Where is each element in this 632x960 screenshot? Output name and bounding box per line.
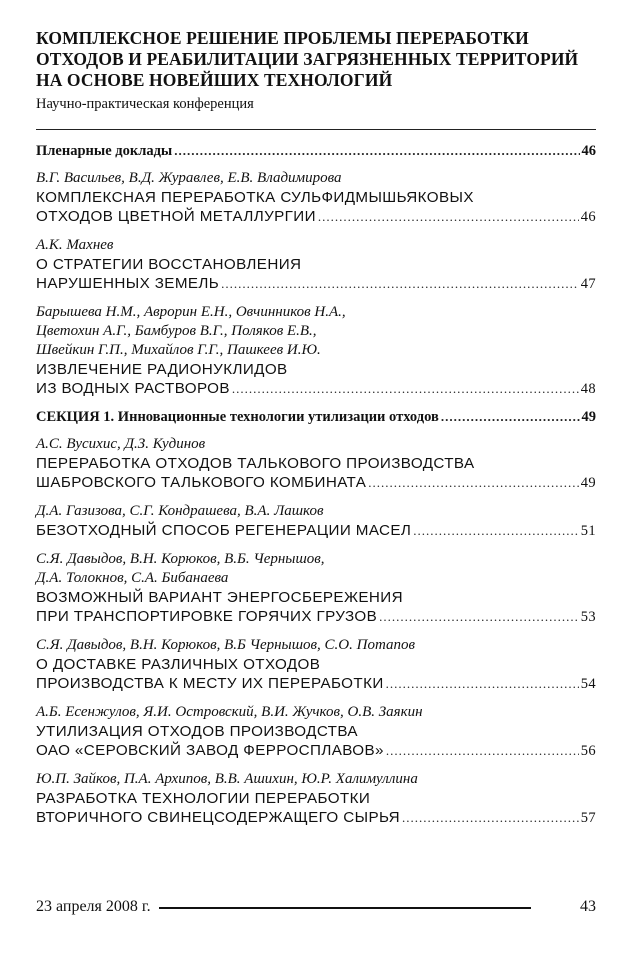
toc-entry-title-line: ОАО «СЕРОВСКИЙ ЗАВОД ФЕРРОСПЛАВОВ» [36,742,384,759]
toc-entry-title-last-line [36,521,596,541]
toc-page-number: 47 [580,276,596,292]
conference-title-line: НА ОСНОВЕ НОВЕЙШИХ ТЕХНОЛОГИЙ [36,70,393,90]
toc-section [36,142,596,160]
toc-entry-title-last-line [36,607,596,627]
toc-leader-dots [221,274,579,293]
toc-entry-authors: Ю.П. Зайков, П.А. Архипов, В.В. Ашихин, Ю.Р. Халимуллина [36,771,418,787]
toc-leader-dots [368,473,578,492]
header-divider [36,129,596,130]
toc-entry-authors: В.Г. Васильев, В.Д. Журавлев, Е.В. Владимирова [36,170,342,186]
toc-section [36,408,596,426]
toc-entry-title-line: ИЗ ВОДНЫХ РАСТВОРОВ [36,380,230,397]
table-of-contents [36,142,596,828]
page [36,28,596,837]
conference-subtitle: Научно-практическая конференция [36,96,254,112]
page-number: 43 [580,898,596,915]
footer-date: 23 апреля 2008 г. [36,898,151,915]
toc-entry[interactable] [36,303,596,399]
toc-entry[interactable] [36,236,596,294]
toc-entry[interactable] [36,550,596,627]
toc-entry-authors: С.Я. Давыдов, В.Н. Корюков, В.Б Чернышов, С.О. Потапов [36,637,415,653]
toc-entry-title-last-line [36,473,596,493]
toc-page-number: 53 [580,609,596,625]
toc-entry[interactable] [36,636,596,694]
toc-page-number: 51 [580,523,596,539]
page-footer [36,898,596,916]
toc-entry-title-last-line [36,379,596,399]
toc-entry-title-last-line [36,274,596,294]
toc-entry-title-line: ПЕРЕРАБОТКА ОТХОДОВ ТАЛЬКОВОГО ПРОИЗВОДСТВА [36,455,475,472]
toc-entry-title-last-line [36,674,596,694]
toc-page-number: 46 [580,209,596,225]
toc-entry-title-line: ПРОИЗВОДСТВА К МЕСТУ ИХ ПЕРЕРАБОТКИ [36,675,384,692]
toc-entry-title-line: О СТРАТЕГИИ ВОССТАНОВЛЕНИЯ [36,256,302,273]
conference-title [36,28,596,91]
toc-entry-title-line: О ДОСТАВКЕ РАЗЛИЧНЫХ ОТХОДОВ [36,656,321,673]
toc-entry[interactable] [36,435,596,493]
toc-page-number: 48 [580,381,596,397]
toc-page-number: 56 [580,743,596,759]
toc-leader-dots [318,207,579,226]
toc-leader-dots [386,741,579,760]
toc-entry-title-line: ВОЗМОЖНЫЙ ВАРИАНТ ЭНЕРГОСБЕРЕЖЕНИЯ [36,589,403,606]
toc-entry-title-last-line [36,207,596,227]
toc-entry-title-line: НАРУШЕННЫХ ЗЕМЕЛЬ [36,275,220,292]
toc-entry-authors: Швейкин Г.П., Михайлов Г.Г., Пашкеев И.Ю. [36,342,321,358]
toc-entry-title-line: КОМПЛЕКСНАЯ ПЕРЕРАБОТКА СУЛЬФИДМЫШЬЯКОВЫХ [36,189,474,206]
conference-title-line: КОМПЛЕКСНОЕ РЕШЕНИЕ ПРОБЛЕМЫ ПЕРЕРАБОТКИ [36,28,529,48]
toc-entry-authors: Барышева Н.М., Аврорин Е.Н., Овчинников Н.А., [36,304,346,320]
toc-entry-title-line: ОТХОДОВ ЦВЕТНОЙ МЕТАЛЛУРГИИ [36,208,316,225]
toc-entry-authors: А.К. Махнев [36,237,114,253]
footer-rule [159,907,531,909]
toc-leader-dots [232,379,579,398]
toc-entry-title-line: ШАБРОВСКОГО ТАЛЬКОВОГО КОМБИНАТА [36,474,367,491]
toc-page-number: 57 [580,810,596,826]
toc-page-number: 54 [580,676,596,692]
toc-leader-dots [386,674,579,693]
toc-entry-authors: Д.А. Газизова, С.Г. Кондрашева, В.А. Лашков [36,503,324,519]
toc-entry-title-line: ИЗВЛЕЧЕНИЕ РАДИОНУКЛИДОВ [36,361,288,378]
toc-section-heading[interactable] [36,408,596,426]
toc-page-number: 49 [581,409,596,425]
toc-entry-title-line: УТИЛИЗАЦИЯ ОТХОДОВ ПРОИЗВОДСТВА [36,723,358,740]
toc-leader-dots [379,607,579,626]
toc-page-number: 46 [581,143,596,159]
toc-leader-dots [402,808,579,827]
toc-section-label: СЕКЦИЯ 1. Инновационные технологии утилизации отходов [36,409,439,425]
toc-entry-title-last-line [36,741,596,761]
toc-entry[interactable] [36,703,596,761]
toc-entry[interactable] [36,770,596,828]
toc-entry-authors: А.Б. Есенжулов, Я.И. Островский, В.И. Жучков, О.В. Заякин [36,704,423,720]
toc-section-label: Пленарные доклады [36,143,173,159]
toc-entry-authors: Цветохин А.Г., Бамбуров В.Г., Поляков Е.В., [36,323,317,339]
toc-leader-dots [174,142,579,160]
toc-entry-authors: Д.А. Толокнов, С.А. Бибанаева [36,570,229,586]
toc-entry-title-line: ПРИ ТРАНСПОРТИРОВКЕ ГОРЯЧИХ ГРУЗОВ [36,608,378,625]
conference-title-line: ОТХОДОВ И РЕАБИЛИТАЦИИ ЗАГРЯЗНЕННЫХ ТЕРРИТОРИЙ [36,49,579,69]
toc-leader-dots [441,408,580,426]
toc-section-heading[interactable] [36,142,596,160]
toc-entry-authors: С.Я. Давыдов, В.Н. Корюков, В.Б. Чернышов, [36,551,325,567]
toc-entry-title-line: ВТОРИЧНОГО СВИНЕЦСОДЕРЖАЩЕГО СЫРЬЯ [36,809,401,826]
toc-entry[interactable] [36,169,596,227]
toc-entry-title-line: РАЗРАБОТКА ТЕХНОЛОГИИ ПЕРЕРАБОТКИ [36,790,371,807]
toc-entry[interactable] [36,502,596,541]
toc-entry-title-last-line [36,808,596,828]
toc-page-number: 49 [580,475,596,491]
toc-entry-authors: А.С. Вусихис, Д.З. Кудинов [36,436,206,452]
toc-leader-dots [413,521,578,540]
toc-entry-title-line: БЕЗОТХОДНЫЙ СПОСОБ РЕГЕНЕРАЦИИ МАСЕЛ [36,522,412,539]
